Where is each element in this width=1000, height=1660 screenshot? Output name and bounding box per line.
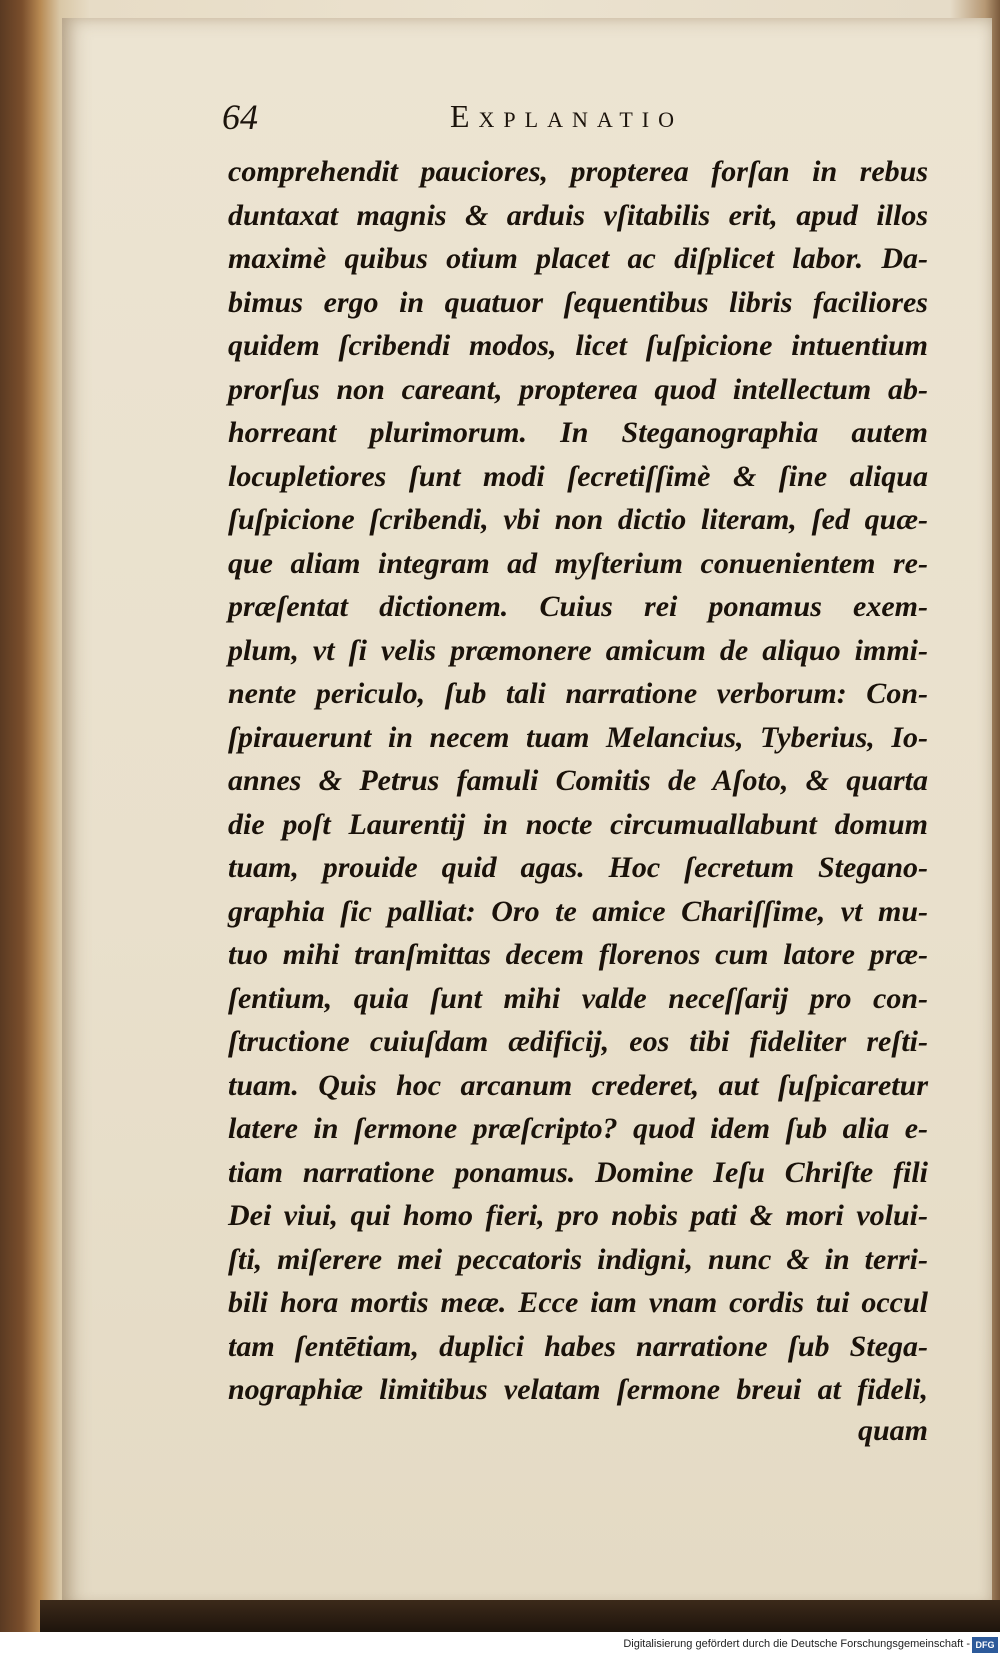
- text-line: Dei viui, qui homo fieri, pro nobis pati & mori volui-: [228, 1199, 928, 1232]
- text-line: bimus ergo in quatuor ſequentibus libris faciliores: [228, 285, 928, 319]
- text-line: annes & Petrus famuli Comitis de Aſoto, & quarta: [228, 764, 928, 797]
- text-line: que aliam integram ad myſterium conuenientem re-: [228, 546, 928, 580]
- text-line: horreant plurimorum. In Steganographia autem: [228, 416, 928, 449]
- footer-bar: [0, 1632, 1000, 1660]
- text-line: plum, vt ſi velis præmonere amicum de aliquo immi-: [228, 633, 928, 667]
- text-line: ſti, miſerere mei peccatoris indigni, nunc & in terri-: [228, 1242, 928, 1276]
- text-line: tiam narratione ponamus. Domine Ieſu Chriſte fili: [228, 1155, 928, 1189]
- text-line: ſentium, quia ſunt mihi valde neceſſarij pro con-: [228, 981, 928, 1015]
- running-head: [222, 96, 922, 146]
- text-line: ſuſpicione ſcribendi, vbi non dictio literam, ſed quæ-: [228, 503, 928, 536]
- text-line: nographiæ limitibus velatam ſermone breui at fideli,: [228, 1373, 928, 1406]
- digitization-note: Digitalisierung gefördert durch die Deutsche Forschungsgemeinschaft -: [623, 1638, 970, 1650]
- text-line: locupletiores ſunt modi ſecretiſſimè & ſine aliqua: [228, 459, 928, 493]
- text-line: tuam. Quis hoc arcanum crederet, aut ſuſpicaretur: [228, 1068, 928, 1102]
- dfg-logo: DFG: [972, 1637, 998, 1653]
- text-line: nente periculo, ſub tali narratione verborum: Con-: [228, 677, 928, 710]
- text-line: ſtructione cuiuſdam ædificij, eos tibi fideliter reſti-: [228, 1025, 928, 1058]
- text-line: præſentat dictionem. Cuius rei ponamus exem-: [228, 590, 928, 623]
- text-line: maximè quibus otium placet ac diſplicet labor. Da-: [228, 242, 928, 275]
- text-line: prorſus non careant, propterea quod intellectum ab-: [228, 372, 928, 406]
- text-line: ſpirauerunt in necem tuam Melancius, Tyberius, Io-: [228, 720, 928, 754]
- text-line: comprehendit pauciores, propterea forſan in rebus: [228, 155, 928, 188]
- page-edge: [40, 1600, 1000, 1632]
- catchword: quam: [857, 1414, 928, 1447]
- text-line: tuam, prouide quid agas. Hoc ſecretum Stegano-: [228, 851, 928, 884]
- body-text: [228, 150, 928, 1412]
- text-line: graphia ſic palliat: Oro te amice Chariſſime, vt mu-: [228, 894, 928, 928]
- text-line: bili hora mortis meæ. Ecce iam vnam cordis tui occul: [228, 1286, 928, 1319]
- text-line: die poſt Laurentij in nocte circumuallabunt domum: [228, 807, 928, 841]
- text-line: duntaxat magnis & arduis vſitabilis erit, apud illos: [228, 198, 928, 232]
- text-line: tuo mihi tranſmittas decem florenos cum latore præ-: [228, 938, 928, 971]
- text-line: quidem ſcribendi modos, licet ſuſpicione intuentium: [228, 329, 928, 362]
- page-number: 64: [222, 97, 258, 137]
- text-line: tam ſentētiam, duplici habes narratione ſub Stega-: [228, 1329, 928, 1363]
- running-title: Explanatio: [450, 98, 683, 134]
- text-line: latere in ſermone præſcripto? quod idem ſub alia e-: [228, 1112, 928, 1145]
